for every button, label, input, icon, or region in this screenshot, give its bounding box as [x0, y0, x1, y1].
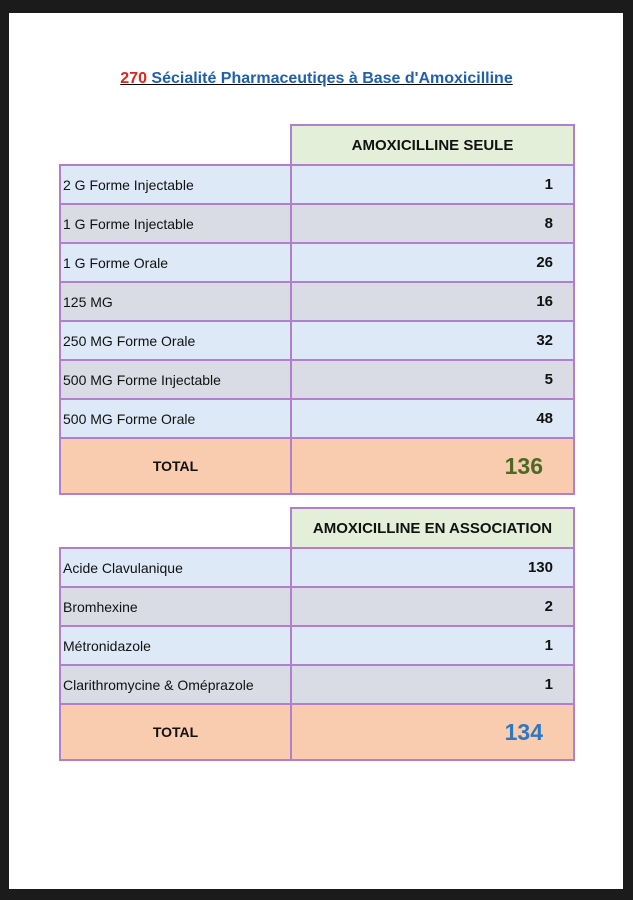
row-label: 500 MG Forme Injectable — [60, 360, 291, 399]
table-row — [60, 360, 574, 399]
amoxicilline-association-table — [59, 507, 575, 761]
row-label: Acide Clavulanique — [60, 548, 291, 587]
total-row — [60, 438, 574, 494]
row-value: 130 — [291, 548, 574, 587]
table-header-row — [60, 125, 574, 165]
row-value: 1 — [291, 165, 574, 204]
row-value: 26 — [291, 243, 574, 282]
total-value: 134 — [291, 704, 574, 760]
page-title — [0, 70, 633, 88]
row-value: 1 — [291, 665, 574, 704]
title-text: Sécialité Pharmaceutiqes à Base d'Amoxicilline — [146, 70, 513, 87]
row-value: 1 — [291, 626, 574, 665]
row-value: 16 — [291, 282, 574, 321]
table-row — [60, 243, 574, 282]
table-row — [60, 665, 574, 704]
title-count: 270 — [120, 70, 147, 87]
row-label: Bromhexine — [60, 587, 291, 626]
total-label: TOTAL — [60, 438, 291, 494]
row-label: 2 G Forme Injectable — [60, 165, 291, 204]
row-label: 1 G Forme Injectable — [60, 204, 291, 243]
table-row — [60, 399, 574, 438]
row-label: 1 G Forme Orale — [60, 243, 291, 282]
table-header-row — [60, 508, 574, 548]
table-row — [60, 282, 574, 321]
table-row — [60, 204, 574, 243]
row-value: 2 — [291, 587, 574, 626]
table-row — [60, 626, 574, 665]
table-row — [60, 321, 574, 360]
row-label: 250 MG Forme Orale — [60, 321, 291, 360]
table-header: AMOXICILLINE SEULE — [291, 125, 574, 165]
total-value: 136 — [291, 438, 574, 494]
table-row — [60, 165, 574, 204]
row-value: 48 — [291, 399, 574, 438]
row-value: 8 — [291, 204, 574, 243]
total-row — [60, 704, 574, 760]
amoxicilline-seule-table — [59, 124, 575, 495]
table-row — [60, 587, 574, 626]
row-label: Clarithromycine & Oméprazole — [60, 665, 291, 704]
row-label: 125 MG — [60, 282, 291, 321]
table-row — [60, 548, 574, 587]
row-label: Métronidazole — [60, 626, 291, 665]
row-value: 32 — [291, 321, 574, 360]
row-label: 500 MG Forme Orale — [60, 399, 291, 438]
total-label: TOTAL — [60, 704, 291, 760]
table-header: AMOXICILLINE EN ASSOCIATION — [291, 508, 574, 548]
row-value: 5 — [291, 360, 574, 399]
